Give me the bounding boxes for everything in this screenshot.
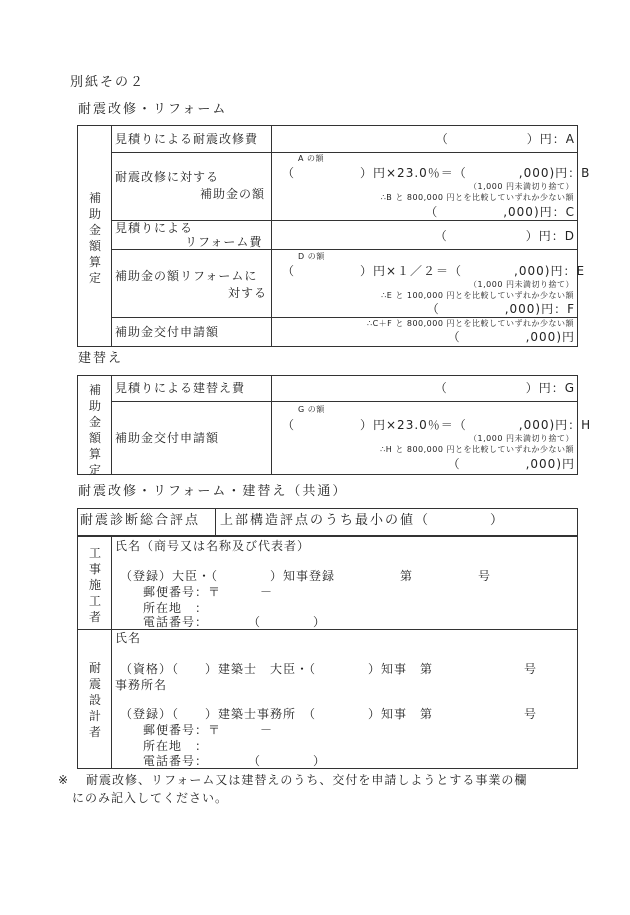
contractor-address: 所在地 ： [143,601,209,615]
eval-label: 耐震診断総合評点 [80,513,201,528]
row3-label: リフォーム費 [185,235,263,249]
divider [111,125,112,347]
section2-title: 建替え [78,351,124,366]
row2-note1: （1,000 円未満切り捨て） [469,182,574,191]
designer-address: 所在地 ： [143,739,209,753]
row4-formula: （ ）円×１／２＝（ ,000)円：E [282,264,586,278]
row2-label: 耐震改修に対する [115,170,220,184]
s2-row2-result: （ ,000)円 [447,457,575,471]
designer-office-name: 事務所名 [115,678,168,692]
contractor-side-label: 工事施工者 [88,546,101,624]
row5-result: （ ,000)円 [447,330,575,344]
row1-value: （ ）円：A [435,132,575,146]
eval-value: 上部構造評点のうち最小の値（ ） [220,513,506,528]
contractor-phone: 電話番号： （ ） [143,615,327,629]
divider [111,249,578,250]
designer-side-label: 耐震設計者 [88,661,101,739]
divider [77,629,578,630]
divider [111,536,112,769]
s2-row2-label: 補助金交付申請額 [115,431,220,445]
s2-row2-note2: ∴H と 800,000 円とを比較していずれか少ない額 [380,445,574,454]
contractor-postal: 郵便番号：〒 － [143,585,274,599]
row2-result: （ ,000)円：C [425,205,575,219]
section1-side-label: 補助金額算定 [88,191,101,285]
s2-row2-note-top: G の額 [298,405,325,414]
divider [215,508,216,536]
divider [111,401,578,402]
divider [271,125,272,347]
contractor-registration: （登録）大臣・（ ）知事登録 第 号 [120,569,492,583]
row3-label: 見積りによる [115,221,194,235]
row3-value: （ ）円：D [434,229,575,243]
footnote-line2: にのみ記入してください。 [72,791,229,805]
divider [111,152,578,153]
section2-side-label: 補助金額算定 [88,383,101,477]
designer-phone: 電話番号： （ ） [143,754,327,768]
s2-row1-value: （ ）円：G [434,381,575,395]
row4-note2: ∴E と 100,000 円とを比較していずれか少ない額 [381,291,574,300]
divider [111,317,578,318]
row2-formula: （ ）円×23.0％＝（ ,000)円：B [282,166,591,180]
row4-label: 対する [228,286,268,300]
footnote-line1: 耐震改修、リフォーム又は建替えのうち、交付を申請しようとする事業の欄 [86,773,528,787]
divider [111,375,112,475]
row2-note2: ∴B と 800,000 円とを比較していずれか少ない額 [380,193,574,202]
row5-note: ∴C＋F と 800,000 円とを比較していずれか少ない額 [367,319,574,328]
row4-result: （ ,000)円：F [426,302,575,316]
s2-row1-label: 見積りによる建替え費 [115,381,246,395]
designer-registration: （登録）（ ）建築士事務所 （ ）知事 第 号 [120,707,538,721]
section1-title: 耐震改修・リフォーム [78,102,228,117]
designer-postal: 郵便番号：〒 － [143,723,274,737]
s2-row2-note1: （1,000 円未満切り捨て） [469,434,574,443]
designer-qualification: （資格）（ ）建築士 大臣・（ ）知事 第 号 [120,662,538,676]
row1-label: 見積りによる耐震改修費 [115,132,259,146]
row5-label: 補助金交付申請額 [115,325,220,339]
row4-label: 補助金の額リフォームに [115,269,258,283]
divider [271,375,272,475]
row2-note-top: A の額 [298,154,325,163]
footnote-mark: ※ [58,773,70,787]
designer-name: 氏名 [115,631,142,645]
contractor-name: 氏名（商号又は名称及び代表者） [115,539,311,553]
page-label: 別紙その２ [70,75,146,90]
row2-label: 補助金の額 [200,187,266,201]
row4-note1: （1,000 円未満切り捨て） [469,280,574,289]
row4-note-top: D の額 [298,252,325,261]
s2-row2-formula: （ ）円×23.0％＝（ ,000)円：H [282,418,592,432]
section3-title: 耐震改修・リフォーム・建替え（共通） [78,484,348,499]
